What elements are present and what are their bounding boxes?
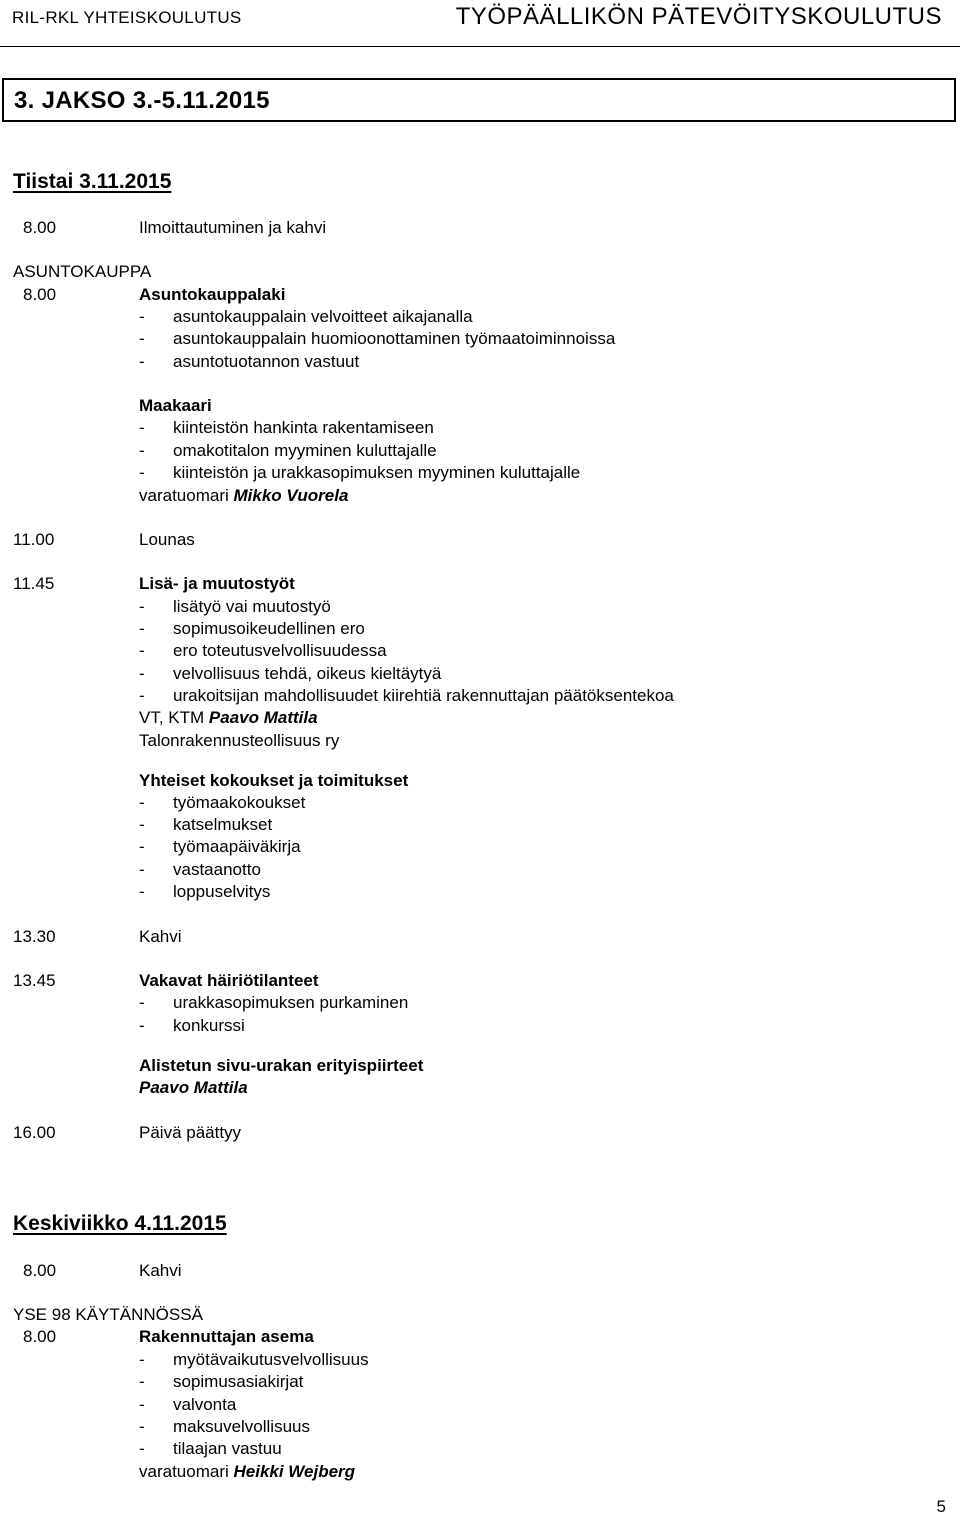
list-dash: -: [139, 1372, 145, 1391]
list-item: velvollisuus tehdä, oikeus kieltäytyä: [173, 664, 442, 683]
session-time: 16.00: [13, 1123, 56, 1142]
speaker-name: Mikko Vuorela: [233, 486, 349, 505]
list-dash: -: [139, 1016, 145, 1035]
list-item: sopimusoikeudellinen ero: [173, 619, 365, 638]
session-title: Kahvi: [139, 927, 182, 946]
list-item: asuntokauppalain huomioonottaminen työmaatoiminnoissa: [173, 329, 616, 348]
list-item: urakoitsijan mahdollisuudet kiirehtiä rakennuttajan päätöksentekoa: [173, 686, 674, 705]
period-title: 3. JAKSO 3.-5.11.2015: [14, 87, 270, 114]
list-item: työmaapäiväkirja: [173, 837, 301, 856]
list-dash: -: [139, 307, 145, 326]
speaker-name: Paavo Mattila: [139, 1078, 248, 1097]
list-item: maksuvelvollisuus: [173, 1417, 310, 1436]
list-dash: -: [139, 1350, 145, 1369]
session-time: 13.45: [13, 971, 56, 990]
list-item: työmaakokoukset: [173, 793, 306, 812]
list-dash: -: [139, 619, 145, 638]
list-dash: -: [139, 686, 145, 705]
list-item: urakkasopimuksen purkaminen: [173, 993, 409, 1012]
day-heading-wednesday: Keskiviikko 4.11.2015: [13, 1212, 227, 1235]
speaker-prefix: varatuomari: [139, 486, 234, 505]
session-time: 8.00: [23, 1261, 57, 1280]
session-title: Yhteiset kokoukset ja toimitukset: [139, 771, 409, 790]
session-time: 8.00: [23, 285, 57, 304]
list-dash: -: [139, 860, 145, 879]
session-time: 11.45: [13, 574, 55, 593]
list-item: katselmukset: [173, 815, 273, 834]
section-heading: YSE 98 KÄYTÄNNÖSSÄ: [13, 1305, 203, 1324]
list-dash: -: [139, 329, 145, 348]
speaker-organization: Talonrakennusteollisuus ry: [139, 731, 340, 750]
list-dash: -: [139, 1417, 145, 1436]
list-item: omakotitalon myyminen kuluttajalle: [173, 441, 437, 460]
section-heading: ASUNTOKAUPPA: [13, 262, 152, 281]
speaker-prefix: varatuomari: [139, 1462, 234, 1481]
list-dash: -: [139, 1439, 145, 1458]
session-time: 13.30: [13, 927, 56, 946]
list-dash: -: [139, 815, 145, 834]
list-item: loppuselvitys: [173, 882, 271, 901]
list-dash: -: [139, 463, 145, 482]
session-title: Vakavat häiriötilanteet: [139, 971, 319, 990]
list-dash: -: [139, 352, 145, 371]
session-title: Rakennuttajan asema: [139, 1327, 314, 1346]
list-item: valvonta: [173, 1395, 237, 1414]
header-right: TYÖPÄÄLLIKÖN PÄTEVÖITYSKOULUTUS: [455, 3, 942, 30]
session-time: 8.00: [23, 1327, 57, 1346]
list-item: ero toteutusvelvollisuudessa: [173, 641, 387, 660]
session-title: Asuntokauppalaki: [139, 285, 286, 304]
list-dash: -: [139, 837, 145, 856]
session-title: Lisä- ja muutostyöt: [139, 574, 295, 593]
speaker: [139, 1462, 355, 1482]
list-dash: -: [139, 641, 145, 660]
speaker-name: Heikki Wejberg: [233, 1462, 356, 1481]
day-heading-tuesday: Tiistai 3.11.2015: [13, 170, 172, 193]
list-item: konkurssi: [173, 1016, 245, 1035]
list-item: tilaajan vastuu: [173, 1439, 282, 1458]
list-dash: -: [139, 418, 145, 437]
speaker: [139, 708, 318, 728]
page-number: 5: [936, 1497, 946, 1516]
list-dash: -: [139, 1395, 145, 1414]
header-rule: [0, 46, 960, 47]
speaker-prefix: VT, KTM: [139, 708, 209, 727]
list-dash: -: [139, 793, 145, 812]
session-title: Päivä päättyy: [139, 1123, 242, 1142]
list-item: asuntokauppalain velvoitteet aikajanalla: [173, 307, 473, 326]
list-item: lisätyö vai muutostyö: [173, 597, 331, 616]
list-item: myötävaikutusvelvollisuus: [173, 1350, 369, 1369]
list-item: vastaanotto: [173, 860, 261, 879]
session-title: Maakaari: [139, 396, 212, 415]
list-dash: -: [139, 882, 145, 901]
session-title: Ilmoittautuminen ja kahvi: [139, 218, 327, 237]
list-item: asuntotuotannon vastuut: [173, 352, 360, 371]
list-item: kiinteistön hankinta rakentamiseen: [173, 418, 434, 437]
list-dash: -: [139, 597, 145, 616]
session-title: Alistetun sivu-urakan erityispiirteet: [139, 1056, 424, 1075]
list-dash: -: [139, 441, 145, 460]
list-item: sopimusasiakirjat: [173, 1372, 304, 1391]
speaker-name: Paavo Mattila: [208, 708, 318, 727]
header-left: RIL-RKL YHTEISKOULUTUS: [12, 8, 242, 27]
list-dash: -: [139, 664, 145, 683]
speaker: [139, 486, 348, 506]
list-dash: -: [139, 993, 145, 1012]
session-time: 8.00: [23, 218, 57, 237]
session-time: 11.00: [13, 530, 55, 549]
session-title: Lounas: [139, 530, 195, 549]
list-item: kiinteistön ja urakkasopimuksen myyminen kuluttajalle: [173, 463, 581, 482]
period-box: [2, 78, 956, 122]
session-title: Kahvi: [139, 1261, 182, 1280]
